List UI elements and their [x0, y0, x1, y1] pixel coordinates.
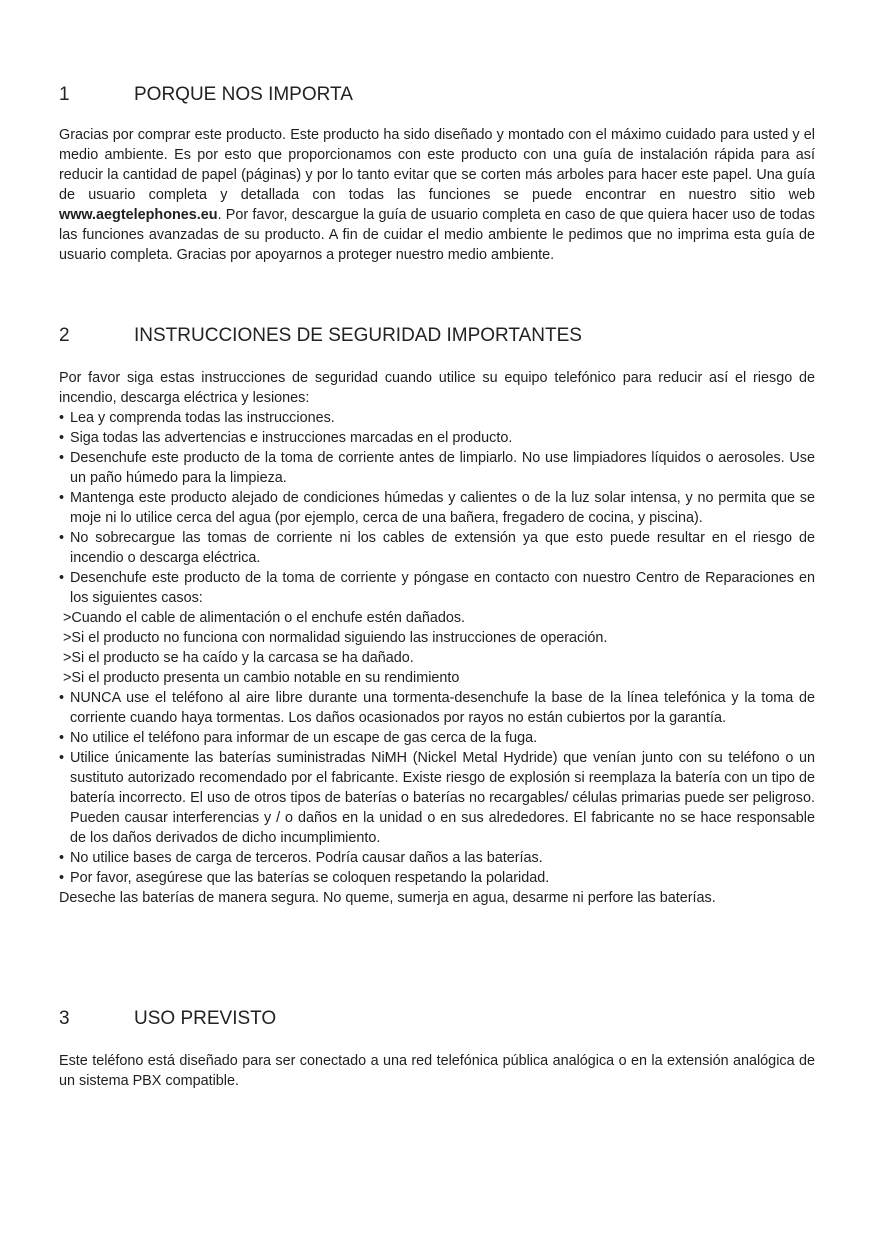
safety-intro: Por favor siga estas instrucciones de seguridad cuando utilice su equipo telefónico para reducir así el riesgo de incendio, descarga eléctrica y lesiones: [59, 370, 815, 406]
safety-list-continued [59, 688, 815, 888]
paragraph-text: Gracias por comprar este producto. Este producto ha sido diseñado y montado con el máximo cuidado para usted y el medio ambiente. Es por esto que proporcionamos con este producto con una guía de instalación rápida para así reducir la cantidad de papel (páginas) y por lo tanto evitar que se corten más arboles para hacer este papel. Una guía de usuario completa y detallada con todas las funciones se puede encontrar en nuestro sitio web [59, 127, 815, 203]
list-item: • Mantenga este producto alejado de condiciones húmedas y calientes o de la luz solar intensa, y no permita que se moje ni lo utilice cerca del agua (por ejemplo, cerca de una bañera, fregadero de cocina, y piscina). [59, 488, 815, 528]
repair-case-item: >Cuando el cable de alimentación o el enchufe estén dañados. [63, 610, 466, 626]
list-item: • No sobrecargue las tomas de corriente ni los cables de extensión ya que esto puede resultar en el riesgo de incendio o descarga eléctrica. [59, 528, 815, 568]
list-item: • No utilice el teléfono para informar de un escape de gas cerca de la fuga. [59, 728, 815, 748]
section-number: 2 [59, 325, 70, 346]
section-3-heading [59, 1008, 276, 1030]
repair-case-item: >Si el producto se ha caído y la carcasa se ha dañado. [63, 650, 414, 666]
section-title: INSTRUCCIONES DE SEGURIDAD IMPORTANTES [134, 325, 582, 346]
list-item: • Siga todas las advertencias e instrucciones marcadas en el producto. [59, 428, 815, 448]
website-link[interactable]: www.aegtelephones.eu [59, 207, 218, 223]
section-2-heading [59, 325, 582, 347]
section-number: 1 [59, 84, 70, 105]
list-item: • Utilice únicamente las baterías suministradas NiMH (Nickel Metal Hydride) que venían junto con su teléfono o un sustituto autorizado recomendado por el fabricante. Existe riesgo de explosión si reemplaza la batería con un tipo de batería incorrecto. El uso de otros tipos de baterías o baterías no recargables/ células primarias puede ser peligroso. Pueden causar interferencias y / o daños en la unidad o en sus alrededores. El fabricante no se hace responsable de los daños derivados de dicho incumplimiento. [59, 748, 815, 848]
section-2-body [59, 368, 815, 908]
section-3-paragraph: Este teléfono está diseñado para ser conectado a una red telefónica pública analógica o en la extensión analógica de un sistema PBX compatible. [59, 1053, 815, 1089]
section-number: 3 [59, 1008, 70, 1029]
battery-disposal-note: Deseche las baterías de manera segura. No queme, sumerja en agua, desarme ni perfore las baterías. [59, 890, 716, 906]
list-item: • Lea y comprenda todas las instrucciones. [59, 408, 815, 428]
list-item: • Desenchufe este producto de la toma de corriente y póngase en contacto con nuestro Centro de Reparaciones en los siguientes casos: [59, 568, 815, 608]
section-1-paragraph [59, 125, 815, 265]
repair-case-item: >Si el producto no funciona con normalidad siguiendo las instrucciones de operación. [63, 630, 608, 646]
safety-list [59, 408, 815, 608]
section-title: USO PREVISTO [134, 1008, 277, 1029]
section-1-heading [59, 84, 353, 106]
list-item: • No utilice bases de carga de terceros. Podría causar daños a las baterías. [59, 848, 815, 868]
list-item: • NUNCA use el teléfono al aire libre durante una tormenta-desenchufe la base de la línea telefónica y la toma de corriente cuando haya tormentas. Los daños ocasionados por rayos no están cubiertos por la garantía. [59, 688, 815, 728]
list-item: • Desenchufe este producto de la toma de corriente antes de limpiarlo. No use limpiadores líquidos o aerosoles. Use un paño húmedo para la limpieza. [59, 448, 815, 488]
repair-case-item: >Si el producto presenta un cambio notable en su rendimiento [63, 670, 460, 686]
section-title: PORQUE NOS IMPORTA [134, 84, 353, 105]
list-item: • Por favor, asegúrese que las baterías se coloquen respetando la polaridad. [59, 868, 815, 888]
paragraph-text: . Por favor, descargue la guía de usuario completa en caso de que quiera hacer uso de todas las funciones avanzadas de su producto. A fin de cuidar el medio ambiente le pedimos que no imprima esta guía de usuario completa. Gracias por apoyarnos a proteger nuestro medio ambiente. [59, 207, 815, 263]
